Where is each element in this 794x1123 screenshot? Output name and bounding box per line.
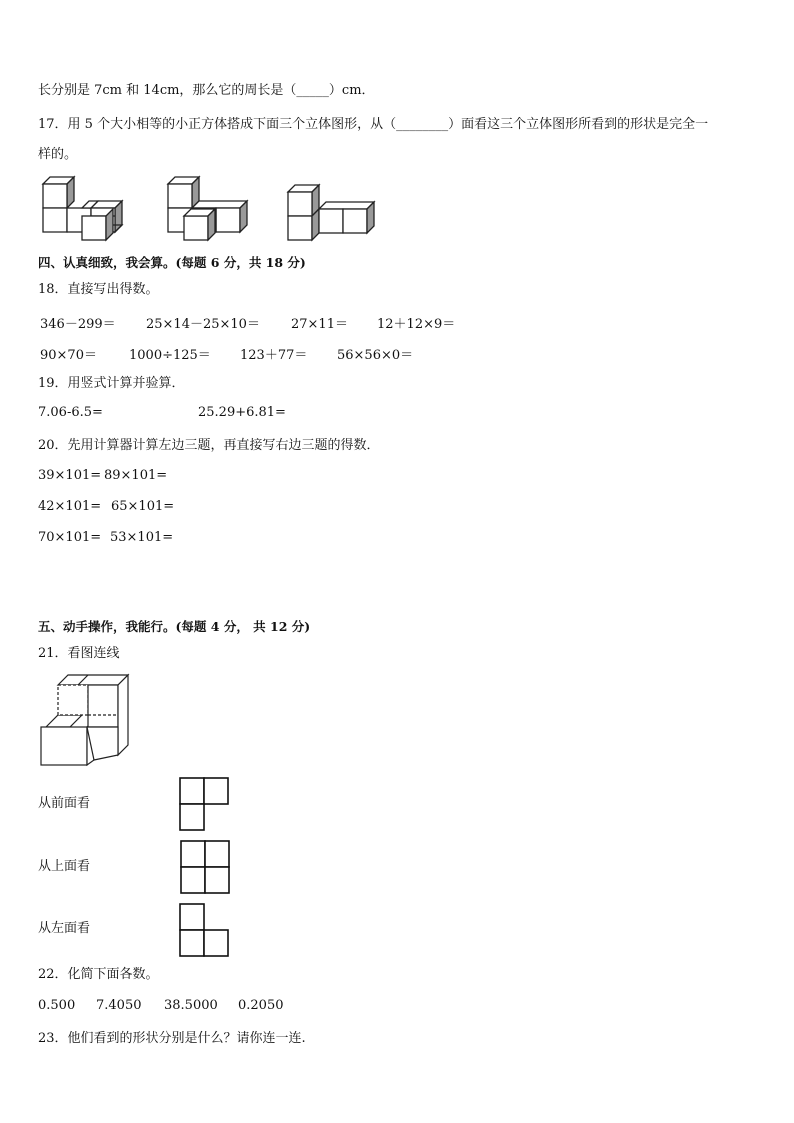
q22-number: 0.2050 bbox=[238, 998, 284, 1013]
q20-expr: 89×101= bbox=[104, 468, 168, 483]
q19-prompt: 19．用竖式计算并验算． bbox=[38, 376, 185, 391]
q20-expr: 39×101= bbox=[38, 468, 102, 483]
q22-number: 0.500 bbox=[38, 998, 76, 1013]
cube-figure-2 bbox=[168, 177, 247, 240]
q21-view-left-label: 从左面看 bbox=[38, 921, 91, 936]
q18-expr: 123＋77＝ bbox=[240, 348, 308, 363]
q18-prompt: 18．直接写出得数。 bbox=[38, 282, 159, 297]
q21-cube-figure bbox=[38, 672, 133, 768]
cube-figure-1 bbox=[43, 177, 122, 240]
section-4-title: 四、认真细致，我会算。(每题 6 分，共 18 分) bbox=[38, 255, 306, 270]
section-5-title: 五、动手操作，我能行。(每题 4 分， 共 12 分) bbox=[38, 619, 311, 634]
q18-expr: 56×56×0＝ bbox=[337, 348, 414, 363]
q19-expr: 7.06-6.5= bbox=[38, 405, 103, 420]
q20-prompt: 20．先用计算器计算左边三题，再直接写右边三题的得数． bbox=[38, 438, 380, 453]
q18-expr: 27×11＝ bbox=[291, 317, 348, 332]
q20-expr: 65×101= bbox=[111, 499, 175, 514]
q19-expr: 25.29+6.81= bbox=[198, 405, 286, 420]
q23-prompt: 23．他们看到的形状分别是什么？请你连一连. bbox=[38, 1031, 306, 1046]
q18-expr: 25×14－25×10＝ bbox=[146, 317, 260, 332]
q18-expr: 346－299＝ bbox=[40, 317, 116, 332]
view-shape-1[interactable] bbox=[178, 776, 232, 832]
q21-view-top-label: 从上面看 bbox=[38, 859, 91, 874]
q20-expr: 42×101= bbox=[38, 499, 102, 514]
q21-prompt: 21．看图连线 bbox=[38, 646, 120, 661]
q22-prompt: 22．化简下面各数。 bbox=[38, 967, 159, 982]
q17-line2: 样的。 bbox=[38, 147, 78, 162]
view-shape-3[interactable] bbox=[178, 902, 232, 958]
q18-expr: 90×70＝ bbox=[40, 348, 97, 363]
view-shape-2[interactable] bbox=[179, 839, 233, 895]
q21-view-front-label: 从前面看 bbox=[38, 796, 91, 811]
q18-expr: 12＋12×9＝ bbox=[377, 317, 456, 332]
q16-tail: 长分别是 7cm 和 14cm，那么它的周长是（_____）cm． bbox=[38, 83, 375, 98]
q20-expr: 53×101= bbox=[110, 530, 174, 545]
q22-number: 38.5000 bbox=[164, 998, 218, 1013]
q22-number: 7.4050 bbox=[96, 998, 142, 1013]
q17-cube-figures bbox=[38, 172, 388, 250]
q17-line1: 17．用 5 个大小相等的小正方体搭成下面三个立体图形，从（________）面看这三个立体图形所看到的形状是完全一 bbox=[38, 117, 709, 132]
q18-expr: 1000÷125＝ bbox=[129, 348, 211, 363]
q20-expr: 70×101= bbox=[38, 530, 102, 545]
cube-figure-3 bbox=[288, 185, 374, 240]
